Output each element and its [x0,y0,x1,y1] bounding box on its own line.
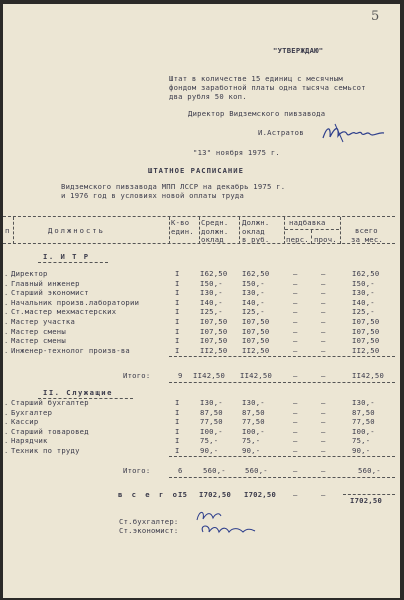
qty-cell: I [175,417,180,427]
position-cell: Директор [11,269,48,278]
qty-cell: I [175,426,180,436]
section-itr-total-qty: 9 [178,371,183,380]
header-sal-3: в руб. [242,235,270,244]
section-itr-title: I. И Т Р [43,252,90,261]
bonus-sub-rule [285,229,339,230]
qty-cell: I [175,278,180,288]
approval-line-3: два рубля 50 коп. [169,92,247,101]
col-divider [284,217,285,244]
subtotal-rule-1b [169,382,395,383]
col-divider [340,217,341,244]
subtitle-line-1: Видземского пивзавода МПП ЛССР на декабрь 1975 г. [61,182,286,191]
bonus-other-cell: – [321,426,326,436]
total-cell: I30,- [352,288,375,298]
margin-dot: . [4,307,9,317]
table-row [3,336,400,345]
header-sal-1: Должн. [242,218,270,227]
table-row [3,427,400,436]
header-sal-2: оклад [242,227,265,236]
grand-total-d2: – [321,490,326,499]
position-cell: Бухгалтер [11,407,53,417]
table-row [3,398,400,407]
header-position: Должность [48,226,105,235]
total-cell: 90,- [352,446,371,455]
footer-economist: Ст.экономист: [119,526,179,535]
section-staff-total-label: Итого: [123,466,151,475]
table-row [3,288,400,297]
section-staff-total-sal: 560,- [245,466,268,475]
salary-cell: II2,50 [242,345,270,355]
approval-line-2: фондом заработной платы одна тысяча семьсот [169,83,366,92]
margin-dot: . [4,436,9,446]
subtotal-rule-2 [169,456,395,457]
subtitle-line-2: и 1976 год в условиях новой оплаты труда [61,191,245,200]
approval-line-1: Штат в количестве 15 единиц с месячным [169,74,343,83]
col-divider [239,217,240,244]
director-signature [321,122,387,144]
bonus-other-cell: – [321,407,326,417]
margin-dot: . [4,407,9,417]
position-cell: Техник по труду [11,446,80,455]
grand-total-d1: – [293,490,298,499]
qty-cell: I [175,407,180,417]
bonus-other-cell: – [321,436,326,446]
bonus-personal-cell: – [293,278,298,288]
qty-cell: I [175,297,180,307]
header-total-1: всего [355,226,378,235]
position-cell: Старший экономист [11,288,89,298]
position-cell: Кассир [11,417,39,427]
position-cell: Инженер-технолог произв-ва [11,345,131,355]
avg-salary-cell: I07,50 [200,317,228,326]
qty-cell: I [175,288,180,298]
col-divider [13,217,14,244]
bonus-personal-cell: – [293,269,298,278]
salary-cell: I07,50 [242,336,270,346]
bonus-other-cell: – [321,326,326,336]
header-units-2: един. [171,227,194,236]
header-pp: п [5,226,10,235]
salary-cell: I30,- [242,288,265,298]
qty-cell: I [175,307,180,317]
avg-salary-cell: I50,- [200,278,223,288]
table-row [3,307,400,316]
header-bonus-personal: перс. [286,235,309,244]
page-number: 5 [371,9,380,24]
salary-cell: 77,50 [242,417,265,427]
bonus-personal-cell: – [293,317,298,326]
qty-cell: I [175,446,180,455]
total-cell: 87,50 [352,407,375,417]
document-page [3,4,400,598]
margin-dot: . [4,417,9,427]
section-staff-total-avg: 560,- [203,466,226,475]
margin-dot: . [4,345,9,355]
total-cell: 75,- [352,436,371,446]
grand-total-sum: I702,50 [350,496,383,505]
bonus-other-cell: – [321,345,326,355]
header-avg-3: оклад [201,235,224,244]
qty-cell: I [175,398,180,407]
col-divider [169,217,170,244]
position-cell: Нарядчик [11,436,48,446]
margin-dot: . [4,297,9,307]
bonus-personal-cell: – [293,417,298,427]
total-cell: I00,- [352,426,375,436]
section-itr-underline [38,262,108,263]
total-cell: I07,50 [352,336,380,346]
position-cell: Начальник произв.лаборатории [11,297,140,307]
total-cell: I07,50 [352,326,380,336]
bonus-personal-cell: – [293,297,298,307]
subtotal-rule-2b [169,477,395,478]
section-staff-total-d1: – [293,466,298,475]
footer-signatures [189,506,261,540]
bonus-personal-cell: – [293,345,298,355]
section-staff-total-qty: 6 [178,466,183,475]
qty-cell: I [175,345,180,355]
bonus-other-cell: – [321,278,326,288]
margin-dot: . [4,278,9,288]
bonus-personal-cell: – [293,407,298,417]
salary-cell: 75,- [242,436,261,446]
bonus-personal-cell: – [293,398,298,407]
avg-salary-cell: I25,- [200,307,223,317]
salary-cell: I30,- [242,398,265,407]
avg-salary-cell: I30,- [200,288,223,298]
approval-heading: "УТВЕРЖДАЮ" [273,46,324,55]
table-row [3,417,400,426]
section-itr-total-label: Итого: [123,371,151,380]
avg-salary-cell: 90,- [200,446,219,455]
header-avg-1: Средн. [201,218,229,227]
margin-dot: . [4,446,9,455]
header-avg-2: должн. [201,227,229,236]
col-divider [311,230,312,244]
table-row [3,408,400,417]
bonus-other-cell: – [321,446,326,455]
position-cell: Главный инженер [11,278,80,288]
document-title: ШТАТНОЕ РАСПИСАНИЕ [148,166,244,175]
bonus-other-cell: – [321,297,326,307]
qty-cell: I [175,336,180,346]
bonus-personal-cell: – [293,446,298,455]
bonus-other-cell: – [321,417,326,427]
position-cell: Мастер участка [11,317,76,326]
position-cell: Мастер смены [11,336,66,346]
salary-cell: I62,50 [242,269,270,278]
header-units-1: К-во [171,218,190,227]
grand-total-sal: I702,50 [244,490,277,499]
position-cell: Мастер смены [11,326,66,336]
position-cell: Ст.мастер мехмастерских [11,307,117,317]
bonus-other-cell: – [321,398,326,407]
total-cell: 77,50 [352,417,375,427]
margin-dot: . [4,426,9,436]
margin-dot: . [4,317,9,326]
salary-cell: I40,- [242,297,265,307]
total-cell: I62,50 [352,269,380,278]
bonus-personal-cell: – [293,326,298,336]
total-cell: I50,- [352,278,375,288]
margin-dot: . [4,336,9,346]
table-row [3,446,400,455]
bonus-other-cell: – [321,307,326,317]
qty-cell: I [175,326,180,336]
table-row [3,327,400,336]
grand-total-qty: I5 [178,490,188,499]
header-total-2: за мес. [351,235,384,244]
section-itr-total-d1: – [293,371,298,380]
footer-accountant: Ст.бухгалтер: [119,517,179,526]
salary-cell: I00,- [242,426,265,436]
avg-salary-cell: 75,- [200,436,219,446]
approval-date: "13" ноября 1975 г. [193,148,280,157]
grand-total-avg: I702,50 [199,490,232,499]
avg-salary-cell: I30,- [200,398,223,407]
avg-salary-cell: I07,50 [200,326,228,336]
margin-dot: . [4,326,9,336]
bonus-personal-cell: – [293,307,298,317]
section-staff-total-sum: 560,- [358,466,381,475]
avg-salary-cell: II2,50 [200,345,228,355]
director-name: И.Астратов [258,128,304,137]
margin-dot: . [4,398,9,407]
total-cell: I07,50 [352,317,380,326]
salary-cell: I07,50 [242,317,270,326]
bonus-personal-cell: – [293,336,298,346]
total-cell: I30,- [352,398,375,407]
qty-cell: I [175,436,180,446]
avg-salary-cell: I40,- [200,297,223,307]
total-cell: II2,50 [352,345,380,355]
subtotal-rule-1 [169,356,395,357]
avg-salary-cell: I07,50 [200,336,228,346]
bonus-other-cell: – [321,317,326,326]
position-cell: Старший бухгалтер [11,398,89,407]
avg-salary-cell: I00,- [200,426,223,436]
avg-salary-cell: 77,50 [200,417,223,427]
margin-dot: . [4,269,9,278]
avg-salary-cell: I62,50 [200,269,228,278]
total-cell: I25,- [352,307,375,317]
margin-dot: . [4,288,9,298]
bonus-other-cell: – [321,269,326,278]
bonus-personal-cell: – [293,426,298,436]
section-itr-total-sal: II42,50 [240,371,273,380]
qty-cell: I [175,269,180,278]
table-row [3,269,400,278]
header-bonus: надбавка [289,218,326,227]
grand-total-rule [343,494,395,495]
salary-cell: I25,- [242,307,265,317]
avg-salary-cell: 87,50 [200,407,223,417]
table-row [3,346,400,355]
salary-cell: I50,- [242,278,265,288]
salary-cell: 90,- [242,446,261,455]
qty-cell: I [175,317,180,326]
salary-cell: 87,50 [242,407,265,417]
bonus-other-cell: – [321,288,326,298]
bonus-personal-cell: – [293,288,298,298]
section-itr-total-d2: – [321,371,326,380]
bonus-personal-cell: – [293,436,298,446]
position-cell: Старший товаровед [11,426,89,436]
salary-cell: I07,50 [242,326,270,336]
col-divider [199,217,200,244]
section-staff-title: II. Служащие [43,388,113,397]
table-row [3,317,400,326]
header-bonus-other: проч. [314,235,337,244]
table-row [3,436,400,445]
section-staff-total-d2: – [321,466,326,475]
table-row [3,279,400,288]
director-title: Директор Видземского пивзавода [188,109,326,118]
table-row [3,298,400,307]
total-cell: I40,- [352,297,375,307]
bonus-other-cell: – [321,336,326,346]
grand-total-label: в с е г о [118,490,180,499]
section-itr-total-avg: II42,50 [193,371,226,380]
section-itr-total-sum: II42,50 [352,371,385,380]
